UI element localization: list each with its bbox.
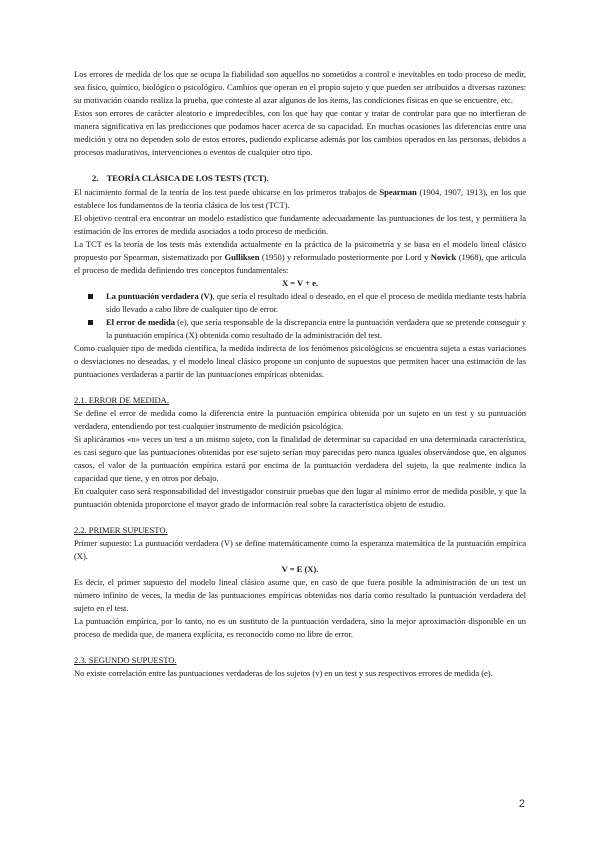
author-gulliksen: Gulliksen — [224, 252, 260, 262]
document-page — [74, 68, 526, 680]
list-item: La puntuación verdadera (V), que sería el resultado ideal o deseado, en el que el proceso de medida mediante tests habría sido llevado a cabo libre de cualquier tipo de error. — [74, 290, 526, 316]
section-2-paragraph-4: Como cualquier tipo de medida científica, la medida indirecta de los fenómenos psicológicos se encuentra sujeta a estas variaciones o desviaciones no deseadas, y el modelo lineal clásico propone un conjunto de supuestos que permiten hacer una estimación de las puntuaciones verdaderas a partir de las puntuaciones empíricas obtenidas. — [74, 343, 526, 379]
section-2-1-heading: 2.1. ERROR DE MEDIDA. — [74, 395, 169, 405]
author-novick: Novick — [430, 252, 457, 262]
formula-v-e-x: V = E (X). — [281, 564, 319, 574]
section-2-2-heading: 2.2. PRIMER SUPUESTO. — [74, 525, 168, 535]
formula-x-v-e: X = V + e. — [282, 278, 318, 288]
section-2-2-paragraph-3: La puntuación empírica, por lo tanto, no es un sustituto de la puntuación verdadera, sino la mejor aproximación disponible en un proceso de medida que, de manera explícita, es reconocido como no libre de error. — [74, 616, 526, 639]
section-2-3-paragraph-1: No existe correlación entre las puntuaciones verdaderas de los sujetos (v) en un test y sus respectivos errores de medida (e). — [74, 668, 493, 678]
section-2-2-paragraph-2: Es decir, el primer supuesto del modelo lineal clásico asume que, en caso de que fuera posible la administración de un test un número infinito de veces, la media de las puntuaciones empíricas obtenidas nos daría como resultado la puntuación verdadera del sujeto en el test. — [74, 577, 526, 613]
section-2-1-paragraph-2: Si aplicáramos «n» veces un test a un mismo sujeto, con la finalidad de determinar su capacidad en una determinada característica, es casi seguro que las puntuaciones obtenidas por ese sujeto serían muy parecidas pero nunca iguales observándose que, en algunos casos, el valor de la puntuación empírica estará por encima de la puntuación verdadera del sujeto, la que realmente indica la capacidad que tiene, y en otros por debajo. — [74, 434, 526, 483]
bullet-square-icon — [88, 294, 93, 299]
intro-paragraph-2: Estos son errores de carácter aleatorio e impredecibles, con los que hay que contar y tratar de controlar para que no interfieran de manera significativa en las predicciones que podamos hacer acerca de su capacidad. En muchas ocasiones las diferencias entre una medición y otra no dependen solo de estos errores, pudiendo explicarse además por los cambios operados en las personas, debidos a procesos madurativos, intervenciones o eventos de cualquier otro tipo. — [74, 108, 526, 157]
author-spearman: Spearman — [379, 187, 417, 197]
section-2-paragraph-1: El nacimiento formal de la teoría de los test puede ubicarse en los primeros trabajos de Spearman (1904, 1907, 1913), en los que establece los fundamentos de la teoría clásica de los test (TCT). — [74, 187, 526, 210]
intro-paragraph-1: Los errores de medida de los que se ocupa la fiabilidad son aquellos no sometidos a control e inevitables en todo proceso de medir, sea físico, químico, biológico o psicológico. Cambios que operan en el propio sujeto y que pueden ser atribuidos a diversas razones: su motivación cuando realiza la prueba, que conteste al azar algunos de los ítems, las condiciones físicas en que se encuentre, etc. — [74, 69, 526, 105]
section-2-2-paragraph-1: Primer supuesto: La puntuación verdadera (V) se define matemáticamente como la esperanza matemática de la puntuación empírica (X). — [74, 538, 526, 561]
list-item: El error de medida (e), que sería responsable de la discrepancia entre la puntuación verdadera que se pretende conseguir y la puntuación empírica (X) obtenida como resultado de la administración del test. — [74, 316, 526, 342]
section-2-paragraph-3: La TCT es la teoría de los tests más extendida actualmente en la práctica de la psicometría y se basa en el modelo lineal clásico propuesto por Spearman, sistematizado por Gulliksen (1950) y reformulado posteriormente por Lord y Novick (1968), que articula el proceso de medida definiendo tres conceptos fundamentales: — [74, 239, 526, 275]
section-2-1-paragraph-1: Se define el error de medida como la diferencia entre la puntuación empírica obtenida por un sujeto en un test y su puntuación verdadera, entendiendo por test cualquier instrumento de medición psicológica. — [74, 408, 526, 431]
page-number: 2 — [518, 798, 525, 810]
section-2-1-paragraph-3: En cualquier caso será responsabilidad del investigador construir pruebas que den lugar al mínimo error de medida posible, y que la puntuación obtenida proporcione el mayor grado de información real sobre la característica objeto de estudio. — [74, 486, 526, 509]
section-2-3-heading: 2.3. SEGUNDO SUPUESTO. — [74, 655, 177, 665]
section-2-paragraph-2: El objetivo central era encontrar un modelo estadístico que fundamente adecuadamente las puntuaciones de los test, y permitiera la estimación de los errores de medida asociados a todo proceso de medición. — [74, 213, 526, 236]
bullet-square-icon — [88, 320, 93, 325]
section-2-heading — [92, 172, 526, 185]
concept-list — [74, 290, 526, 342]
section-2-number: 2. — [92, 173, 99, 183]
section-2-title: TEORÍA CLÁSICA DE LOS TESTS (TCT). — [106, 173, 269, 183]
